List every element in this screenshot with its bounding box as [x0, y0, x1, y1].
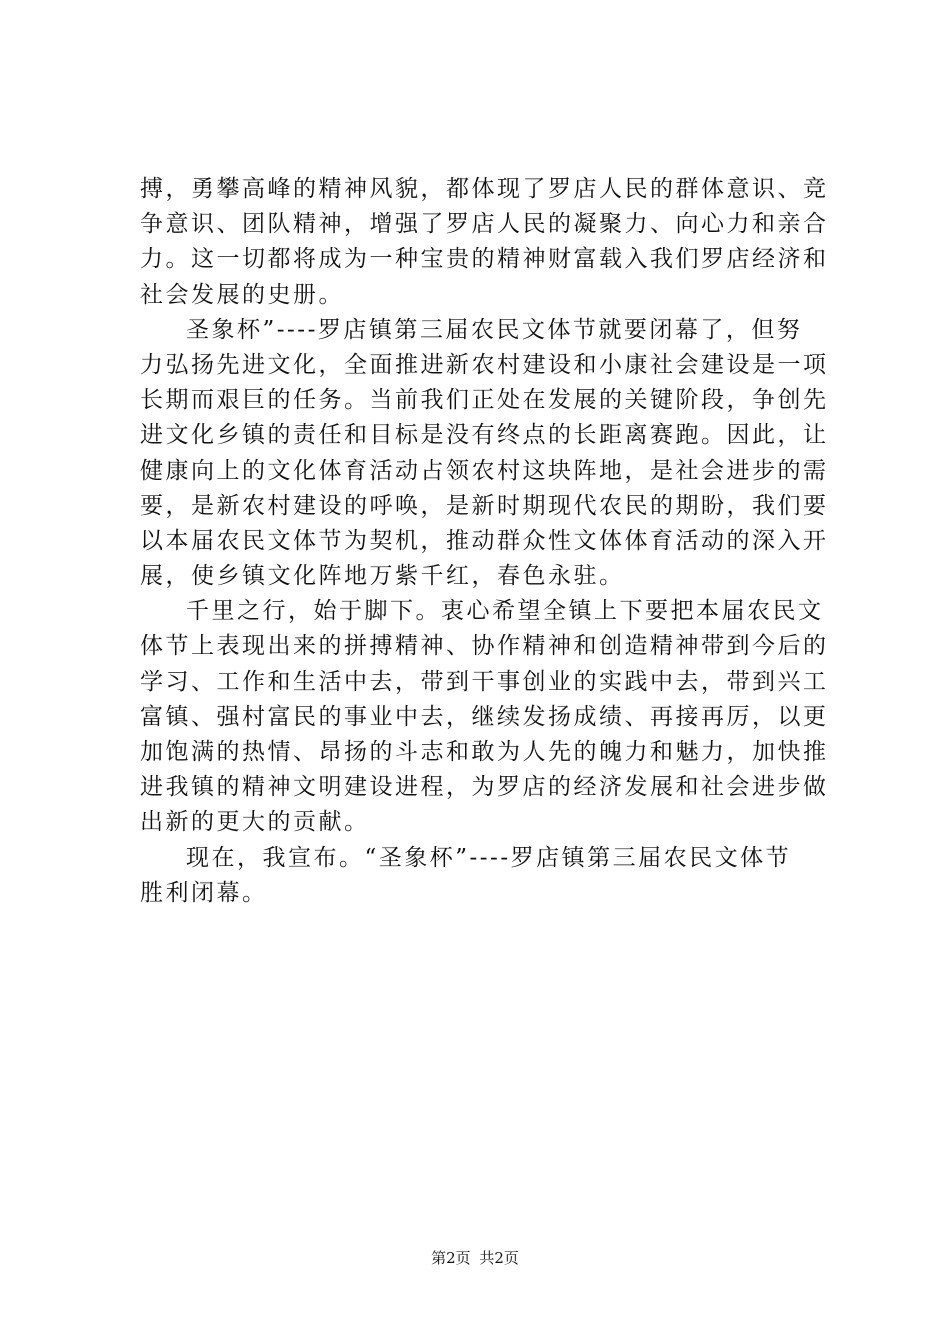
text-line: 争意识、团队精神，增强了罗店人民的凝聚力、向心力和亲合: [140, 211, 829, 238]
text-line: 长期而艰巨的任务。当前我们正处在发展的关键阶段，争创先: [140, 387, 829, 414]
text-line: 富镇、强村富民的事业中去，继续发扬成绩、再接再厉，以更: [140, 703, 829, 730]
text-line: 胜利闭幕。: [140, 879, 268, 906]
paragraph-start-line: 圣象杯”----罗店镇第三届农民文体节就要闭幕了，但努: [186, 316, 803, 343]
text-line: 健康向上的文化体育活动占领农村这块阵地，是社会进步的需: [140, 457, 829, 484]
text-line: 加饱满的热情、昂扬的斗志和敢为人先的魄力和魅力，加快推: [140, 739, 829, 765]
text-line: 出新的更大的贡献。: [140, 809, 370, 836]
paragraph-start-line: 现在，我宣布。“圣象杯”----罗店镇第三届农民文体节: [186, 844, 792, 871]
text-line: 体节上表现出来的拼搏精神、协作精神和创造精神带到今后的: [140, 633, 829, 660]
text-line: 搏，勇攀高峰的精神风貌，都体现了罗店人民的群体意识、竞: [140, 176, 829, 202]
text-line: 社会发展的史册。: [140, 281, 344, 308]
text-line: 要，是新农村建设的呼唤，是新时期现代农民的期盼，我们要: [140, 492, 829, 519]
document-body: [140, 172, 829, 911]
page-total: 共2页: [479, 1249, 519, 1267]
text-line: 力。这一切都将成为一种宝贵的精神财富载入我们罗店经济和: [140, 246, 829, 273]
text-line: 力弘扬先进文化，全面推进新农村建设和小康社会建设是一项: [140, 351, 829, 378]
text-line: 学习、工作和生活中去，带到干事创业的实践中去，带到兴工: [140, 668, 829, 695]
text-line: 展，使乡镇文化阵地万紫千红，春色永驻。: [140, 563, 625, 590]
text-line: 进文化乡镇的责任和目标是没有终点的长距离赛跑。因此，让: [140, 422, 829, 449]
page-number: 第2页: [431, 1249, 471, 1267]
page-footer: [0, 1248, 950, 1268]
text-line: 进我镇的精神文明建设进程，为罗店的经济发展和社会进步做: [140, 774, 829, 801]
paragraph-start-line: 千里之行，始于脚下。衷心希望全镇上下要把本届农民文: [186, 598, 824, 625]
text-line: 以本届农民文体节为契机，推动群众性文体体育活动的深入开: [140, 527, 829, 554]
